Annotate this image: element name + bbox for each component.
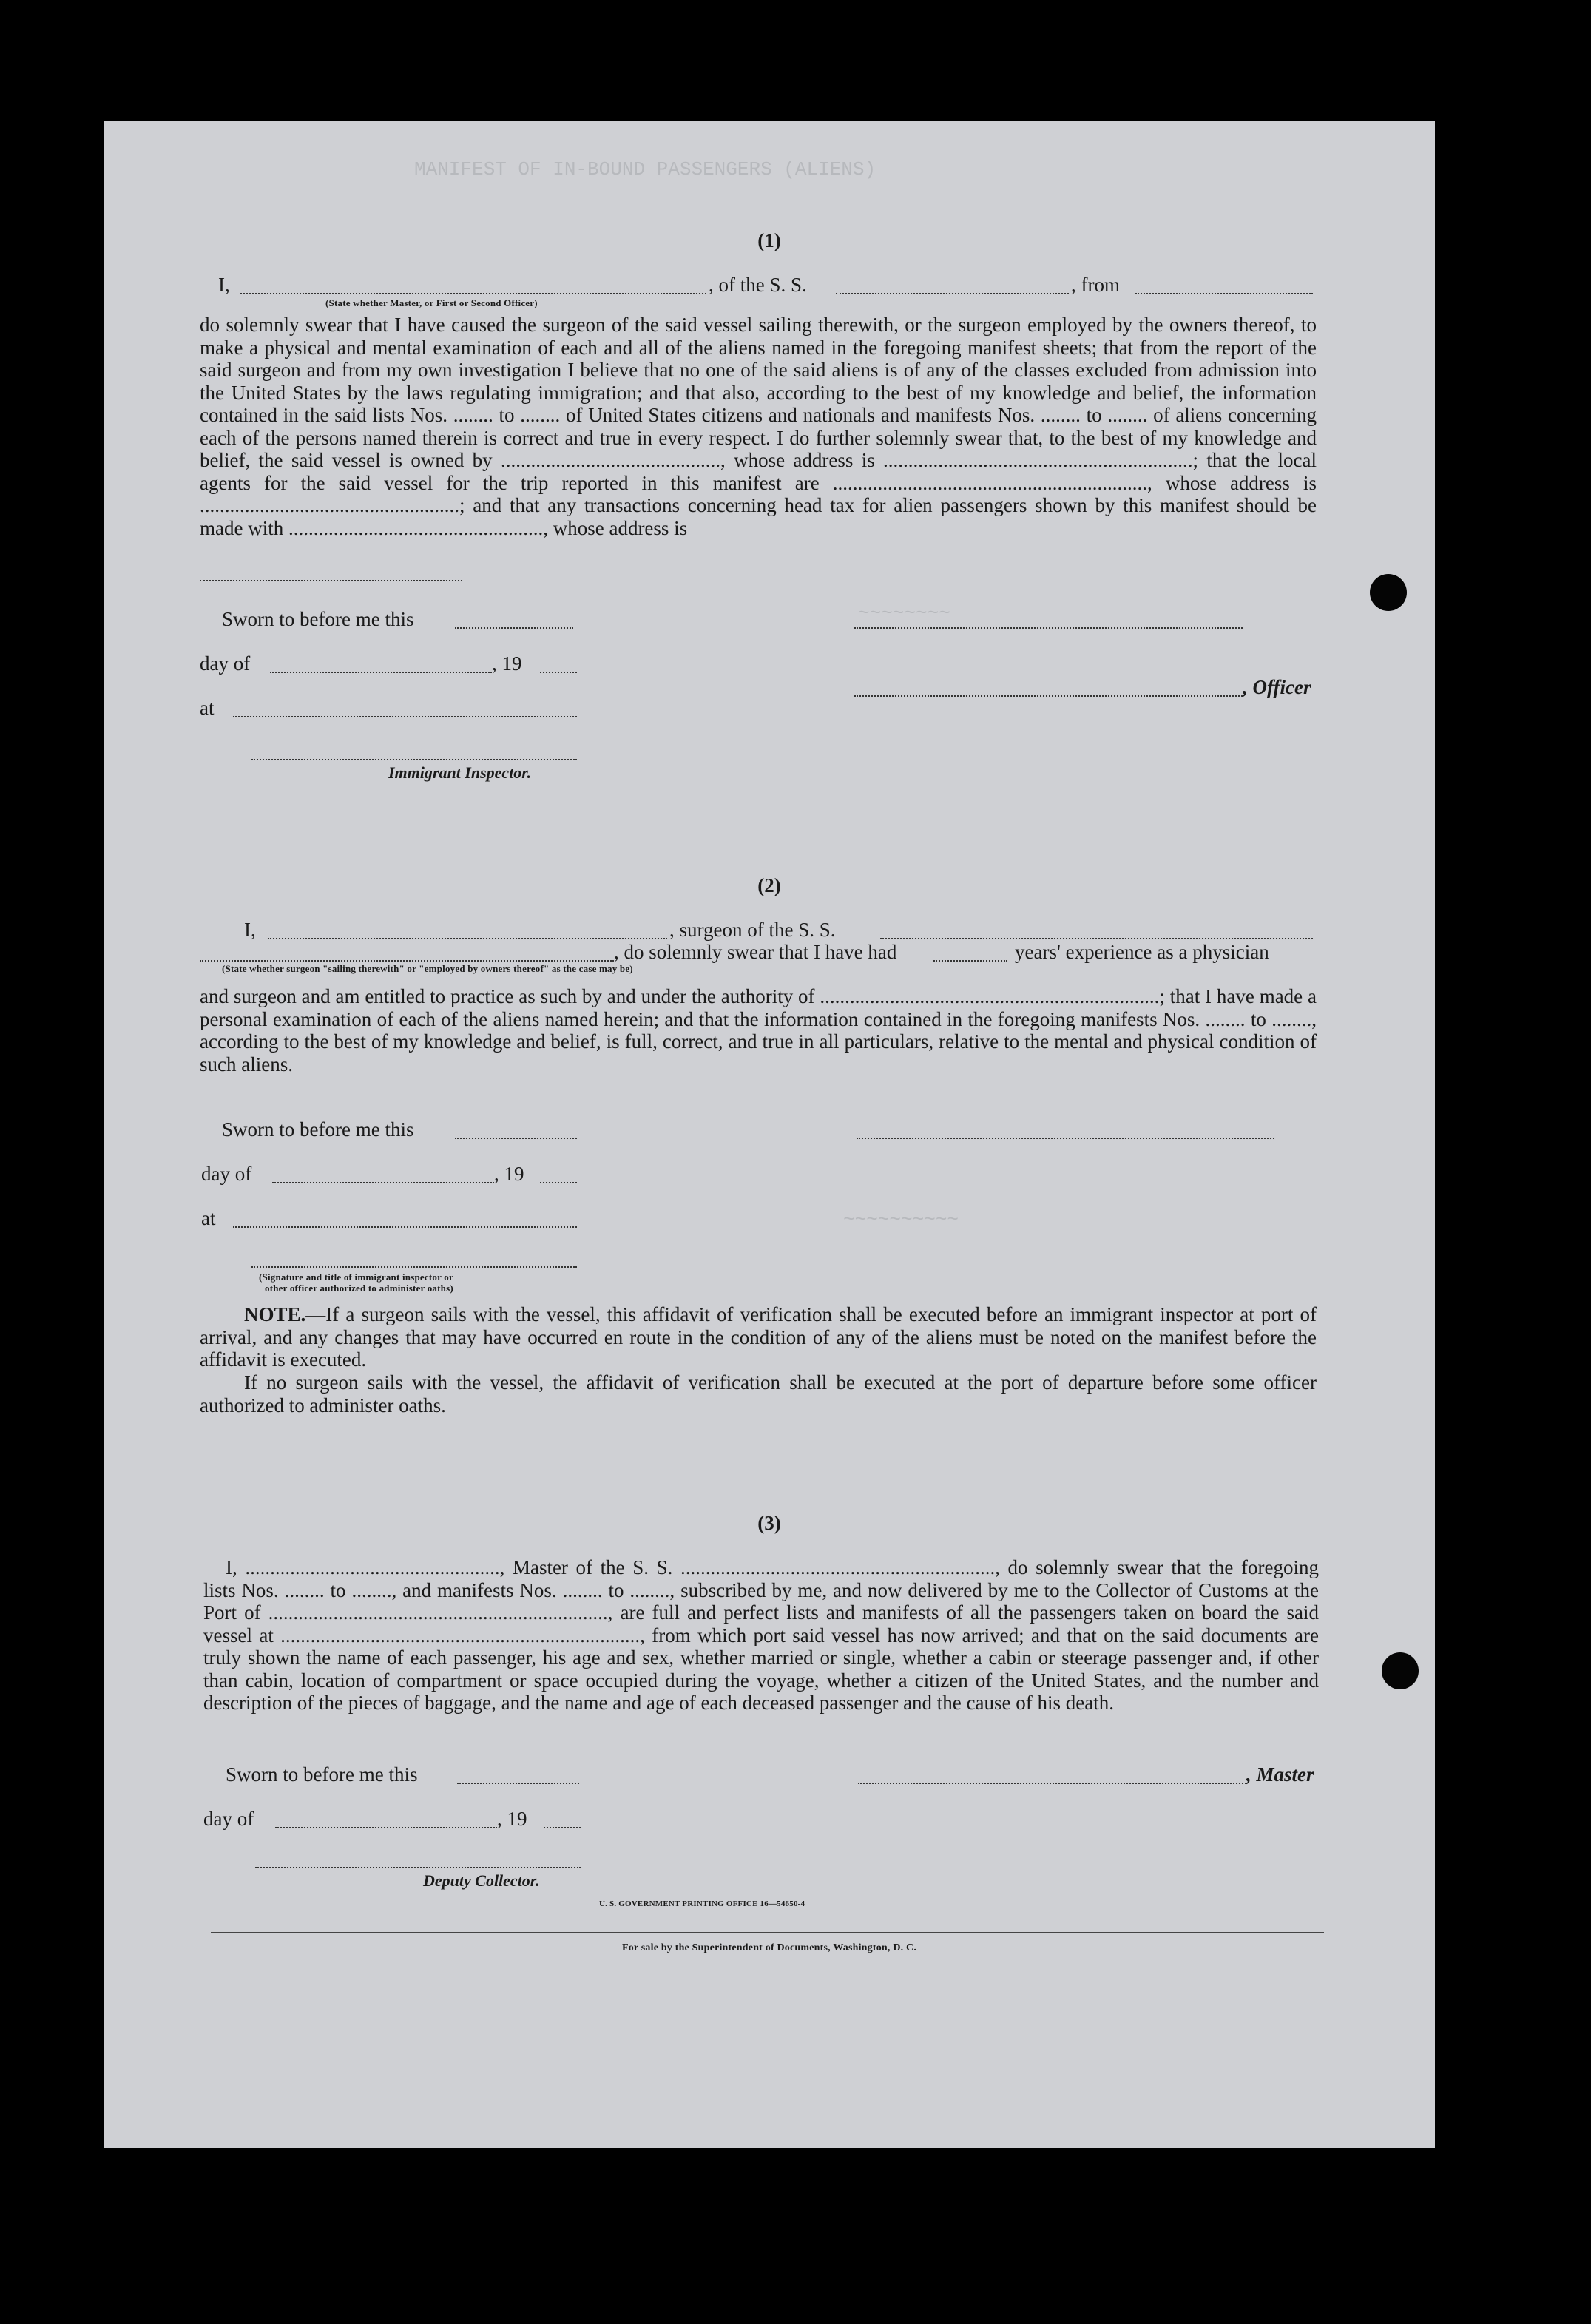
s1-ship-line bbox=[836, 293, 1069, 294]
s2-inspector-line bbox=[251, 1266, 577, 1268]
s2-ship-line bbox=[880, 938, 1313, 939]
s3-collector: Deputy Collector. bbox=[423, 1871, 540, 1890]
s2-status-line bbox=[200, 960, 614, 962]
s2-note-label: NOTE. bbox=[244, 1303, 306, 1325]
s3-sworn: Sworn to before me this bbox=[226, 1763, 418, 1786]
s1-inspector-line bbox=[251, 759, 577, 760]
s3-master-label: , Master bbox=[1246, 1763, 1314, 1786]
binder-hole bbox=[1382, 1652, 1419, 1689]
binder-hole bbox=[1370, 574, 1407, 611]
s2-at: at bbox=[201, 1207, 216, 1229]
s2-hint: (State whether surgeon "sailing therewith" or "employed by owners thereof" as the case may be) bbox=[222, 963, 633, 974]
footer-note: For sale by the Superintendent of Documents, Washington, D. C. bbox=[621, 1942, 917, 1953]
s2-note-1 bbox=[200, 1303, 1317, 1371]
s2-surgeon-of: , surgeon of the S. S. bbox=[669, 919, 836, 941]
s1-day-line bbox=[270, 672, 492, 673]
s3-day-line bbox=[275, 1827, 497, 1828]
s1-day-of: day of bbox=[200, 652, 251, 675]
s3-day-of: day of bbox=[203, 1808, 254, 1830]
s1-signature-line bbox=[854, 627, 1243, 629]
s2-signature-line bbox=[857, 1138, 1274, 1139]
section-3-number: (3) bbox=[757, 1512, 781, 1534]
s2-sig-hint-2: other officer authorized to administer oaths) bbox=[265, 1283, 453, 1294]
s1-officer-hint: (State whether Master, or First or Second Officer) bbox=[325, 297, 538, 308]
s1-nineteen: , 19 bbox=[492, 652, 522, 675]
section-1-number: (1) bbox=[757, 229, 781, 251]
s3-sworn-line bbox=[457, 1783, 579, 1784]
s3-collector-line bbox=[255, 1867, 581, 1868]
s2-surgeon-name-line bbox=[268, 938, 667, 939]
s1-of-ss: , of the S. S. bbox=[709, 274, 807, 296]
s1-officer-line bbox=[854, 695, 1243, 697]
s1-sworn-line bbox=[455, 627, 573, 629]
section-2-number: (2) bbox=[757, 874, 781, 896]
s1-body: do solemnly swear that I have caused the surgeon of the said vessel sailing therewith, or the surgeon employed by the owners thereof, to make a physical and mental examination of each and all of the aliens named in the foregoing manifest sheets; that from the report of the said surgeon and from my own investigation I believe that no one of the said aliens is of any of the classes excluded from admission into the United States by the laws regulating immigration; and that also, according to the best of my knowledge and belief, the information contained in the said lists Nos. ........ to ........ of United States citizens and nationals and manifests Nos. ........ to ........ of aliens concerning each of the persons named therein is correct and true in every respect. I do further solemnly swear that, to the best of my knowledge and belief, the said vessel is owned by ............................................, whose address is ..............................................................; that the local agents for the said vessel for the trip reported in this manifest are ..............................................................., whose address is ....................................................; and that any transactions concerning head tax for alien passengers shown by this manifest should be made with ..................................................., whose address is bbox=[200, 314, 1317, 539]
s2-years: years' experience as a physician bbox=[1015, 941, 1269, 963]
s2-day-of: day of bbox=[201, 1163, 252, 1185]
s3-body: I, ..................................................., Master of the S. S. ..............................................................., do solemnly swear that the foregoing lists Nos. ........ to ........, and manifests Nos. ........ to ........, subscribed by me, and now delivered by me to the Collector of Customs at the Port of ...................................................................., are full and perfect lists and manifests of all the passengers taken on board the said vessel at ........................................................................, from which port said vessel has now arrived; and that on the said documents are truly shown the name of each passenger, his age and sex, whether married or single, whether a cabin or steerage passenger and, if other than cabin, location of compartment or space occupied during the voyage, whether a citizen of the United States, and the number and description of the pieces of baggage, and the name and age of each deceased passenger and the cause of his death. bbox=[203, 1556, 1319, 1714]
s2-years-line bbox=[933, 960, 1007, 962]
s2-nineteen: , 19 bbox=[494, 1163, 524, 1185]
s2-sworn-line bbox=[455, 1138, 577, 1139]
s2-solemnly: , do solemnly swear that I have had bbox=[614, 941, 897, 963]
s1-officer-label: , Officer bbox=[1243, 676, 1311, 698]
s1-officer-name-line bbox=[240, 293, 706, 294]
s1-sworn: Sworn to before me this bbox=[222, 608, 414, 630]
s1-intro: I, bbox=[218, 274, 230, 296]
s3-gpo-imprint: U. S. GOVERNMENT PRINTING OFFICE 16—54650-4 bbox=[599, 1899, 805, 1908]
s3-nineteen: , 19 bbox=[497, 1808, 527, 1830]
s2-note-2: If no surgeon sails with the vessel, the affidavit of verification shall be executed at the port of departure before some officer authorized to administer oaths. bbox=[200, 1371, 1317, 1416]
s2-intro: I, bbox=[244, 919, 256, 941]
s1-from: , from bbox=[1071, 274, 1120, 296]
footer-rule bbox=[211, 1932, 1324, 1933]
bleed-through-text: MANIFEST OF IN-BOUND PASSENGERS (ALIENS) bbox=[414, 158, 876, 180]
s2-at-line bbox=[233, 1226, 577, 1228]
s1-from-line bbox=[1135, 293, 1313, 294]
s2-body: and surgeon and am entitled to practice as such by and under the authority of ....................................................................; that I have made a personal examination of each of the aliens named herein; and that the information contained in the foregoing manifests Nos. ........ to ........, according to the best of my knowledge and belief, is full, correct, and true in all particulars, relative to the mental and physical condition of such aliens. bbox=[200, 985, 1317, 1075]
s1-year-line bbox=[540, 672, 577, 673]
s2-sig-hint-1: (Signature and title of immigrant inspector or bbox=[259, 1271, 453, 1283]
bleed-through-text: ~~~~~~~~ bbox=[858, 602, 950, 624]
s2-note-1-text: —If a surgeon sails with the vessel, this affidavit of verification shall be executed before an immigrant inspector at port of arrival, and any changes that may have occurred en route in the condition of any of the aliens must be noted on the manifest before the affidavit is executed. bbox=[200, 1303, 1317, 1371]
s3-master-line bbox=[858, 1783, 1246, 1784]
manifest-page bbox=[104, 121, 1435, 2148]
s3-year-line bbox=[544, 1827, 581, 1828]
s2-year-line bbox=[540, 1182, 577, 1183]
s2-day-line bbox=[272, 1182, 494, 1183]
s1-inspector: Immigrant Inspector. bbox=[388, 763, 532, 782]
s2-sworn: Sworn to before me this bbox=[222, 1118, 414, 1141]
s1-address-line bbox=[200, 580, 462, 581]
s1-at: at bbox=[200, 697, 215, 719]
bleed-through-text: ~~~~~~~~~~ bbox=[843, 1209, 959, 1231]
s1-at-line bbox=[233, 716, 577, 717]
